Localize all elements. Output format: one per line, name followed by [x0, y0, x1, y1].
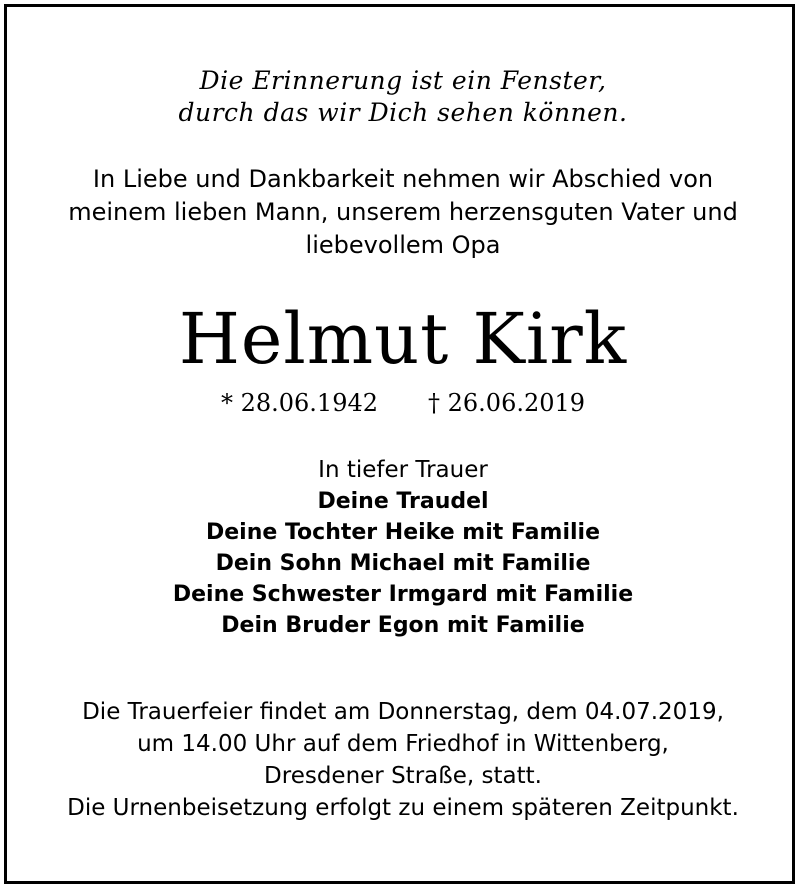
funeral-line: Dresdener Straße, statt.	[264, 763, 542, 789]
mourners-list	[7, 486, 799, 641]
funeral-line: um 14.00 Uhr auf dem Friedhof in Wittenberg,	[137, 731, 669, 757]
farewell-line: meinem lieben Mann, unserem herzensguten Vater und	[68, 198, 738, 226]
motto-line: durch das wir Dich sehen können.	[178, 98, 628, 127]
farewell-text	[7, 163, 799, 262]
funeral-notice	[7, 696, 799, 824]
death-date: † 26.06.2019	[428, 389, 586, 417]
farewell-line: liebevollem Opa	[305, 231, 501, 259]
birth-date: * 28.06.1942	[220, 389, 378, 417]
motto-quote	[7, 65, 799, 129]
obituary-frame	[4, 4, 795, 884]
mourner-name: Dein Bruder Egon mit Familie	[221, 613, 585, 638]
farewell-line: In Liebe und Dankbarkeit nehmen wir Abschied von	[92, 165, 714, 193]
life-dates	[7, 388, 799, 418]
mourning-label: In tiefer Trauer	[318, 457, 488, 483]
mourner-name: Deine Traudel	[317, 489, 489, 514]
motto-line: Die Erinnerung ist ein Fenster,	[199, 66, 607, 95]
funeral-line: Die Trauerfeier findet am Donnerstag, dem 04.07.2019,	[82, 699, 724, 725]
mourner-name: Dein Sohn Michael mit Familie	[215, 551, 591, 576]
mourner-name: Deine Tochter Heike mit Familie	[205, 520, 600, 545]
funeral-line: Die Urnenbeisetzung erfolgt zu einem späteren Zeitpunkt.	[67, 795, 739, 821]
mourner-name: Deine Schwester Irmgard mit Familie	[172, 582, 634, 607]
deceased-name: Helmut Kirk	[178, 298, 628, 380]
